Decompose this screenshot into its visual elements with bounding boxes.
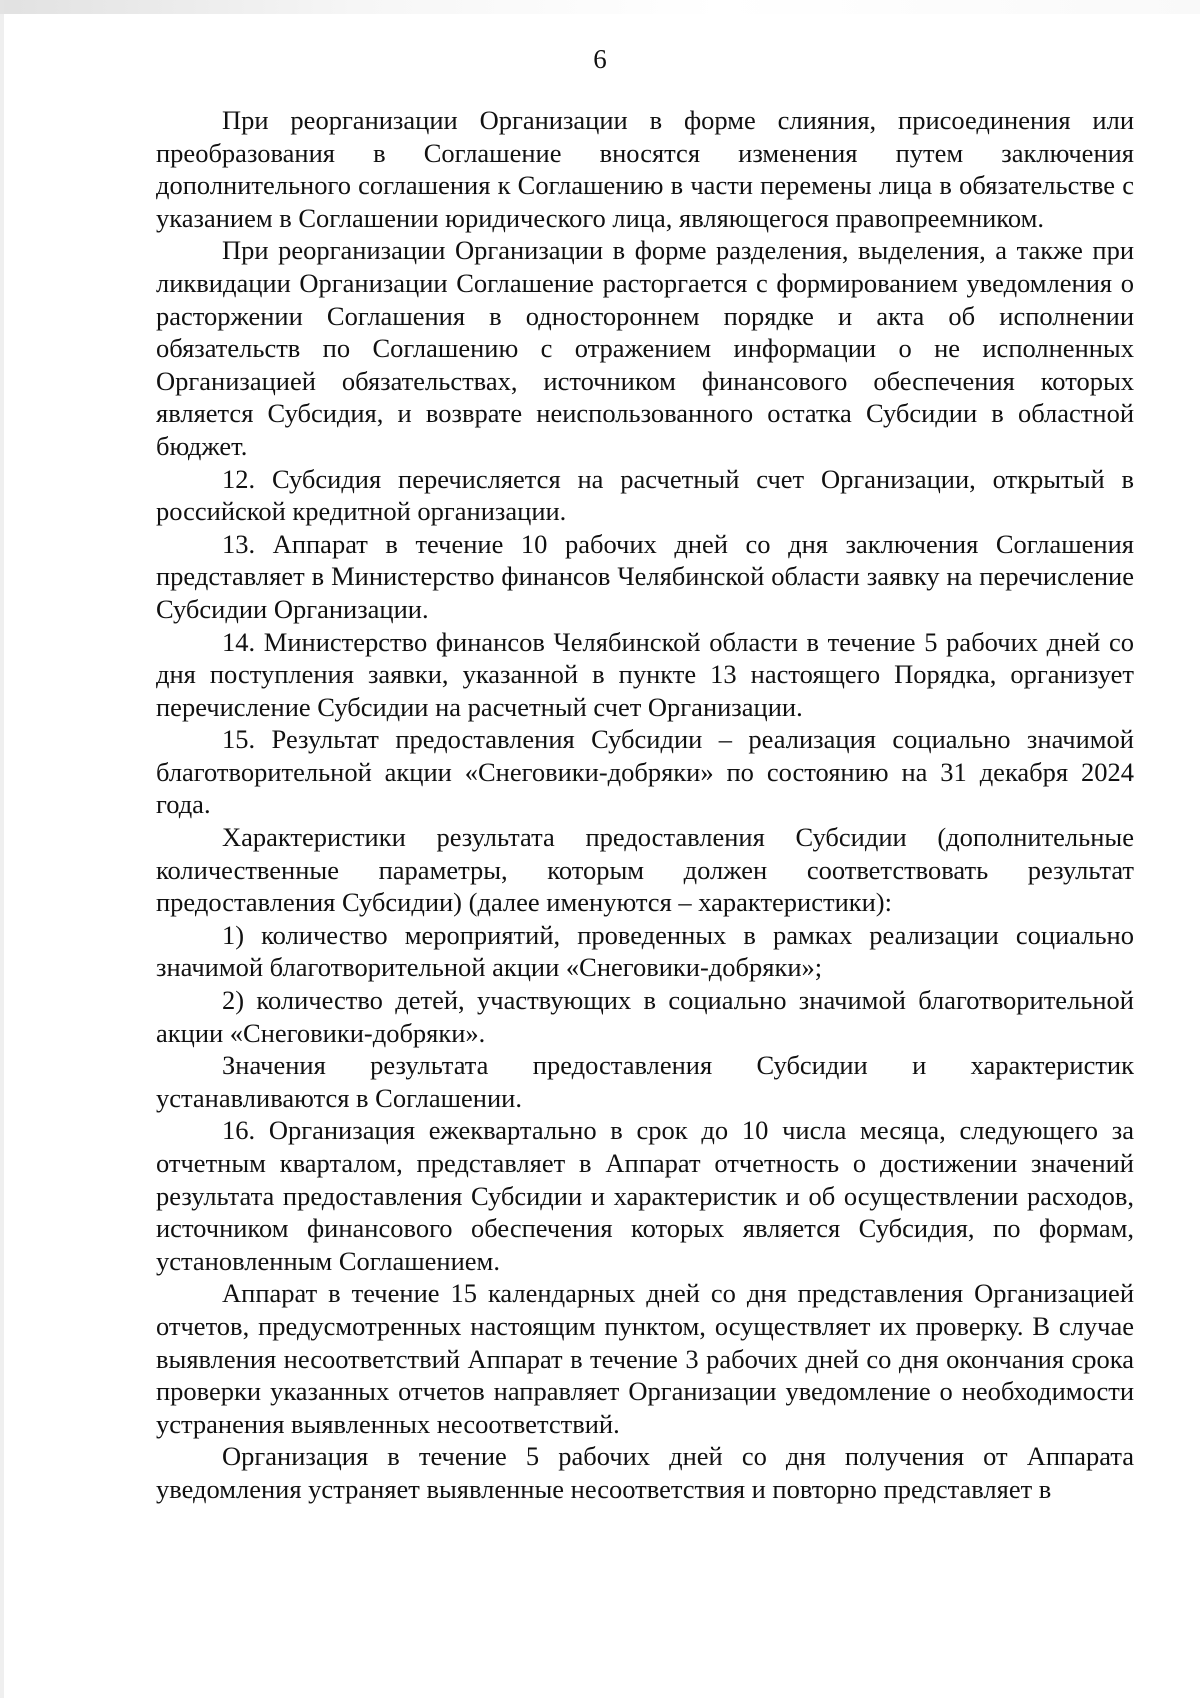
page-number: 6: [593, 44, 607, 74]
scan-edge-top: [0, 0, 1200, 14]
paragraph-remediation: Организация в течение 5 рабочих дней со дня получения от Аппарата уведомления устраняет выявленные несоответствия и повторно представляет в: [156, 1441, 1134, 1504]
paragraph-item-16: 16. Организация ежеквартально в срок до 10 числа месяца, следующего за отчетным кварталом, представляет в Аппарат отчетность о достижении значений результата предоставления Субсидии и характеристик и об осуществлении расходов, источником финансового обеспечения которых является Субсидия, по формам, установленным Соглашением.: [156, 1115, 1134, 1276]
paragraph-characteristics: Характеристики результата предоставления Субсидии (дополнительные количественные параметры, которым должен соответствовать результат предоставления Субсидии) (далее именуются – характеристики):: [156, 822, 1134, 918]
paragraph-characteristic-1: 1) количество мероприятий, проведенных в рамках реализации социально значимой благотворительной акции «Снеговики-добряки»;: [156, 919, 1134, 983]
paragraph-reorganization-division: При реорганизации Организации в форме разделения, выделения, а также при ликвидации Организации Соглашение расторгается с формированием уведомления о расторжении Соглашения в одностороннем порядке и акта об исполнении обязательств по Соглашению с отражением информации о не исполненных Организацией обязательствах, источником финансового обеспечения которых является Субсидия, и возврате неиспользованного остатка Субсидии в областной бюджет.: [156, 235, 1134, 461]
paragraph-characteristic-2: 2) количество детей, участвующих в социально значимой благотворительной акции «Снеговики-добряки».: [156, 985, 1134, 1048]
scan-edge-left: [0, 0, 4, 1698]
paragraph-reorganization-merger: При реорганизации Организации в форме слияния, присоединения или преобразования в Соглашение вносятся изменения путем заключения дополнительного соглашения к Соглашению в части перемены лица в обязательстве с указанием в Соглашении юридического лица, являющегося правопреемником.: [156, 105, 1134, 233]
paragraph-item-14: 14. Министерство финансов Челябинской области в течение 5 рабочих дней со дня поступления заявки, указанной в пункте 13 настоящего Порядка, организует перечисление Субсидии на расчетный счет Организации.: [156, 626, 1134, 722]
paragraph-item-15: 15. Результат предоставления Субсидии – реализация социально значимой благотворительной акции «Снеговики-добряки» по состоянию на 31 декабря 2024 года.: [156, 724, 1134, 820]
document-body: [156, 104, 1134, 1506]
paragraph-item-12: 12. Субсидия перечисляется на расчетный счет Организации, открытый в российской кредитной организации.: [156, 463, 1134, 527]
paragraph-report-check: Аппарат в течение 15 календарных дней со дня представления Организацией отчетов, предусмотренных настоящим пунктом, осуществляет их проверку. В случае выявления несоответствий Аппарат в течение 3 рабочих дней со дня окончания срока проверки указанных отчетов направляет Организации уведомление о необходимости устранения выявленных несоответствий.: [156, 1278, 1134, 1439]
paragraph-item-13: 13. Аппарат в течение 10 рабочих дней со дня заключения Соглашения представляет в Министерство финансов Челябинской области заявку на перечисление Субсидии Организации.: [156, 528, 1134, 624]
paragraph-result-values: Значения результата предоставления Субсидии и характеристик устанавливаются в Соглашении.: [156, 1050, 1134, 1113]
